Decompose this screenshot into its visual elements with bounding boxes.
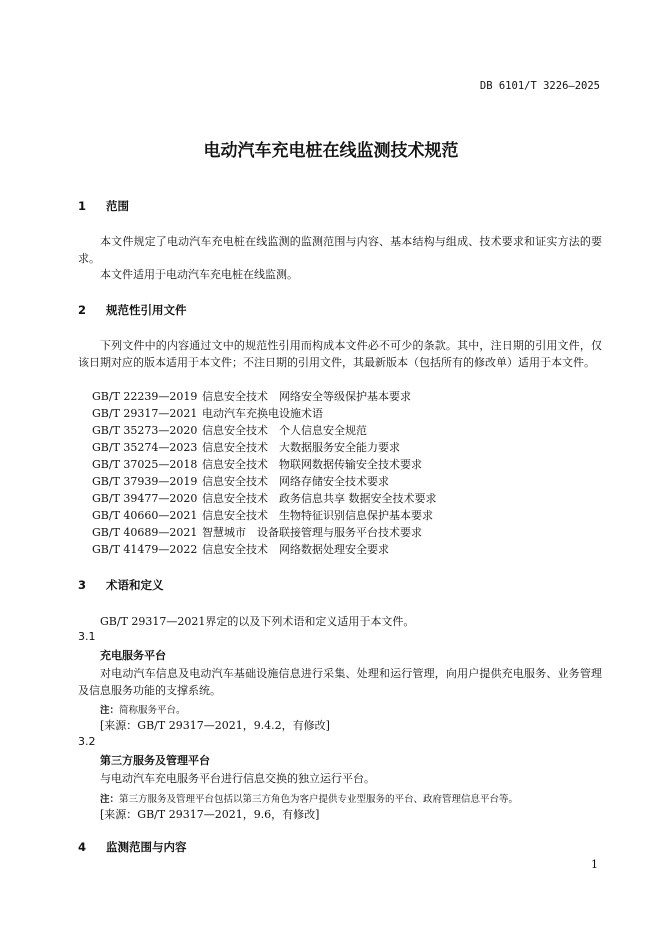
section-2-heading <box>78 302 187 318</box>
term-name: 第三方服务及管理平台 <box>100 754 210 767</box>
note-text: 第三方服务及管理平台包括以第三方角色为客户提供专业型服务的平台、政府管理信息平台等。 <box>119 794 519 805</box>
reference-code: GB/T 41479—2022 <box>92 543 198 556</box>
reference-title: 信息安全技术 网络安全等级保护基本要求 <box>202 390 411 403</box>
note-label: 注： <box>100 794 120 805</box>
section-title: 规范性引用文件 <box>106 303 187 317</box>
reference-code: GB/T 40689—2021 <box>92 526 198 539</box>
term-note <box>100 700 186 718</box>
term-source: [来源：GB/T 29317—2021，9.6，有修改] <box>100 808 320 821</box>
reference-item <box>92 405 323 421</box>
section-title: 范围 <box>106 199 130 213</box>
section-1-heading <box>78 198 129 214</box>
document-number: DB 6101/T 3226—2025 <box>479 80 600 92</box>
note-label: 注： <box>100 705 120 716</box>
reference-title: 信息安全技术 网络数据处理安全要求 <box>202 543 389 556</box>
reference-code: GB/T 37025—2018 <box>92 458 198 471</box>
section-3-heading <box>78 577 164 593</box>
reference-title: 电动汽车充换电设施术语 <box>202 407 323 420</box>
section-title: 监测范围与内容 <box>106 840 187 854</box>
reference-code: GB/T 29317—2021 <box>92 407 198 420</box>
term-number: 3.2 <box>78 735 96 748</box>
reference-title: 信息安全技术 大数据服务安全能力要求 <box>202 441 400 454</box>
reference-title: 信息安全技术 个人信息安全规范 <box>202 424 367 437</box>
reference-title: 信息安全技术 网络存储安全技术要求 <box>202 475 389 488</box>
reference-item <box>92 490 437 506</box>
term-number: 3.1 <box>78 630 96 643</box>
reference-code: GB/T 22239—2019 <box>92 390 198 403</box>
section-number: 1 <box>78 199 87 213</box>
reference-item <box>92 456 422 472</box>
page-number: 1 <box>591 858 598 871</box>
section-2-intro: 下列文件中的内容通过文中的规范性引用而构成本文件必不可少的条款。其中，注日期的引用文件，仅该日期对应的版本适用于本文件；不注日期的引用文件，其最新版本（包括所有的修改单）适用于本文件。 <box>78 339 602 369</box>
section-title: 术语和定义 <box>106 578 164 592</box>
reference-title: 信息安全技术 政务信息共享 数据安全技术要求 <box>202 492 437 505</box>
section-number: 2 <box>78 303 87 317</box>
reference-code: GB/T 35273—2020 <box>92 424 198 437</box>
section-number: 3 <box>78 578 87 592</box>
reference-title: 智慧城市 设备联接管理与服务平台技术要求 <box>202 526 422 539</box>
term-definition: 对电动汽车信息及电动汽车基础设施信息进行采集、处理和运行管理，向用户提供充电服务、业务管理及信息服务功能的支撑系统。 <box>78 667 602 697</box>
reference-code: GB/T 40660—2021 <box>92 509 198 522</box>
section-number: 4 <box>78 840 87 854</box>
reference-item <box>92 388 411 404</box>
reference-title: 信息安全技术 生物特征识别信息保护基本要求 <box>202 509 433 522</box>
section-3-intro: GB/T 29317—2021界定的以及下列术语和定义适用于本文件。 <box>100 615 415 628</box>
reference-item <box>92 473 389 489</box>
reference-item <box>92 541 389 557</box>
reference-item <box>92 439 400 455</box>
term-name: 充电服务平台 <box>100 649 166 662</box>
document-title: 电动汽车充电桩在线监测技术规范 <box>203 141 459 161</box>
reference-item <box>92 507 433 523</box>
note-text: 简称服务平台。 <box>119 705 186 716</box>
reference-code: GB/T 39477—2020 <box>92 492 198 505</box>
reference-title: 信息安全技术 物联网数据传输安全技术要求 <box>202 458 422 471</box>
reference-code: GB/T 35274—2023 <box>92 441 198 454</box>
reference-item <box>92 422 367 438</box>
section-1-paragraph-2: 本文件适用于电动汽车充电桩在线监测。 <box>100 268 298 281</box>
term-note <box>100 789 518 807</box>
term-source: [来源：GB/T 29317—2021，9.4.2，有修改] <box>100 719 330 732</box>
section-4-heading <box>78 839 187 855</box>
reference-item <box>92 524 422 540</box>
term-definition: 与电动汽车充电服务平台进行信息交换的独立运行平台。 <box>100 772 375 785</box>
section-1-paragraph-1: 本文件规定了电动汽车充电桩在线监测的监测范围与内容、基本结构与组成、技术要求和证实方法的要求。 <box>78 235 602 265</box>
reference-code: GB/T 37939—2019 <box>92 475 198 488</box>
